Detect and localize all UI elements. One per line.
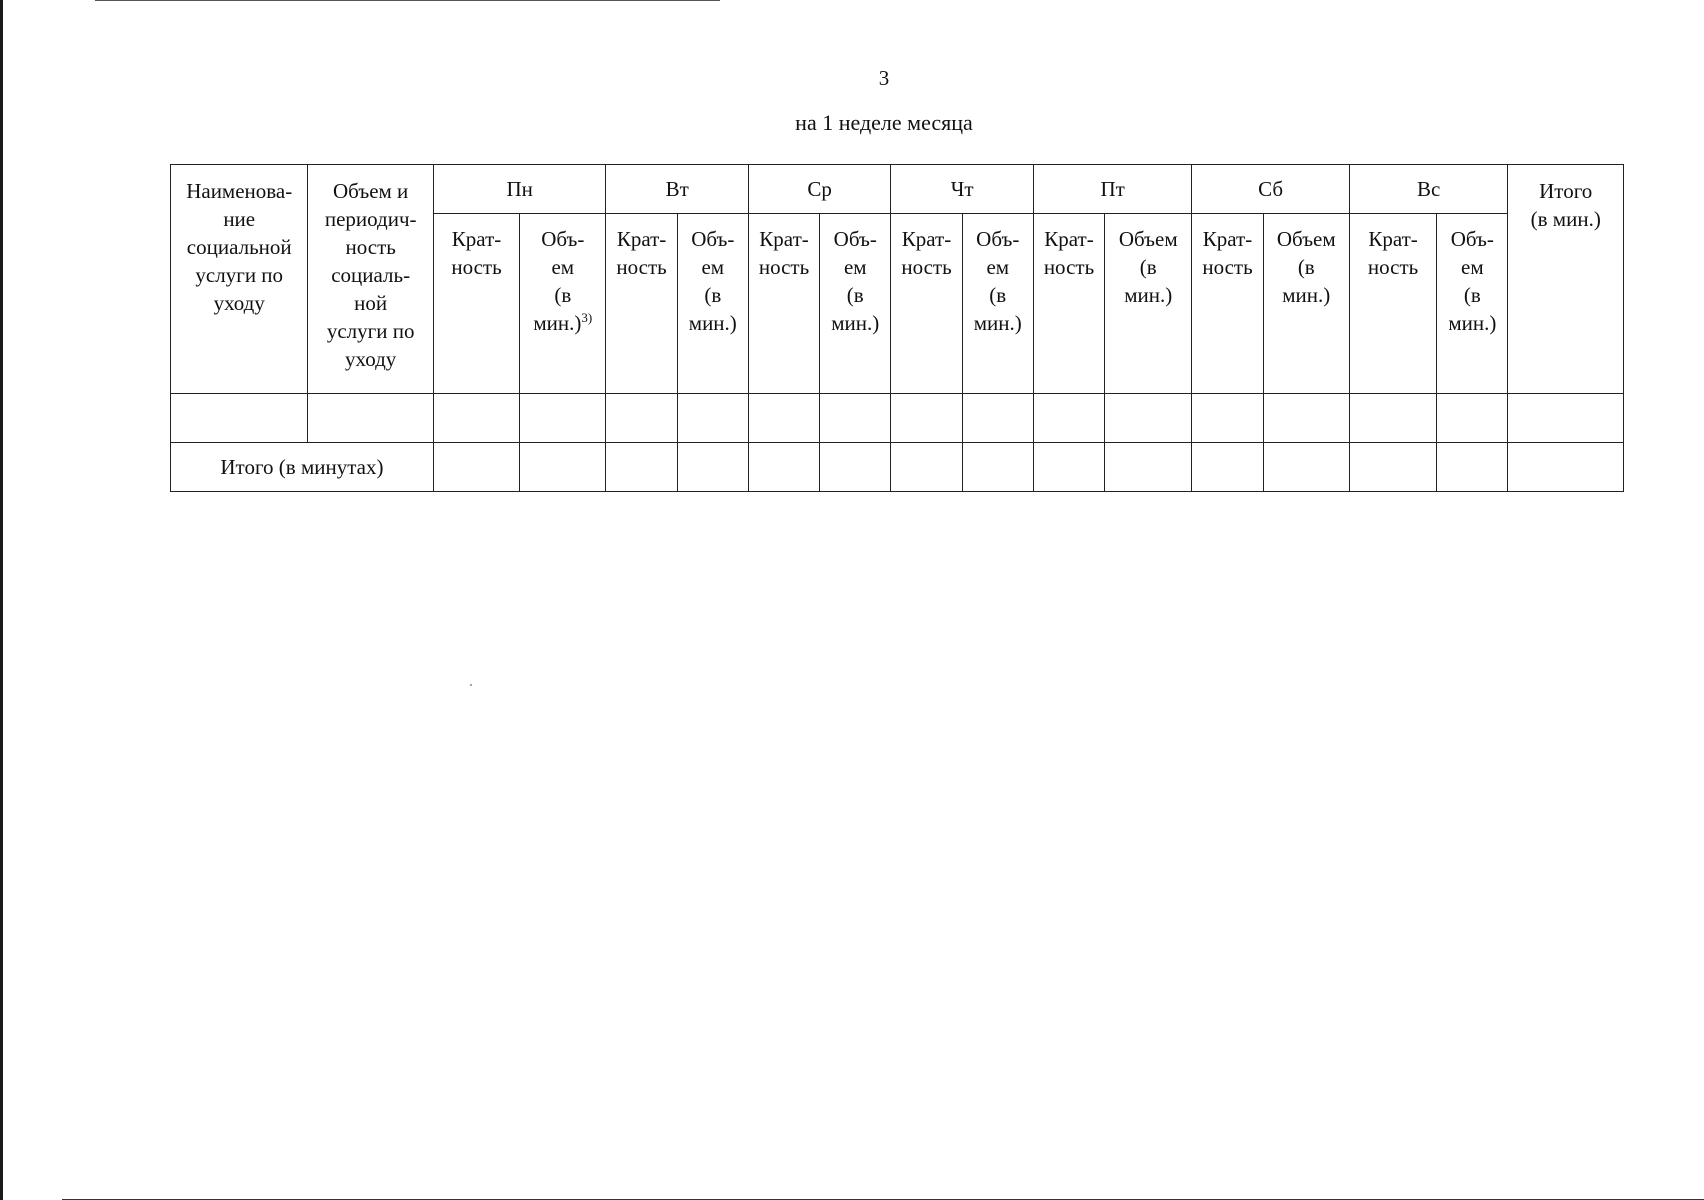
table-cell — [433, 443, 519, 492]
header-mon-volume-text: Объ- ем (в мин.) — [533, 227, 585, 336]
table-row — [171, 394, 1624, 443]
header-day-fri: Пт — [1033, 165, 1192, 214]
header-day-wed: Ср — [748, 165, 890, 214]
table-cell — [1508, 443, 1624, 492]
table-cell — [433, 394, 519, 443]
header-row-days — [171, 165, 1624, 214]
scan-left-edge — [0, 0, 3, 1200]
table-cell — [677, 443, 748, 492]
table-cell — [520, 443, 606, 492]
table-cell — [1508, 394, 1624, 443]
table-cell — [520, 394, 606, 443]
table-cell — [1033, 443, 1104, 492]
header-sat-frequency: Крат- ность — [1192, 214, 1263, 394]
header-day-sat: Сб — [1192, 165, 1350, 214]
header-day-mon: Пн — [433, 165, 606, 214]
table-cell — [891, 394, 962, 443]
table-cell — [962, 394, 1033, 443]
header-sun-volume: Объ- ем (в мин.) — [1437, 214, 1508, 394]
footnote-marker: 3) — [581, 310, 593, 326]
table-cell — [677, 394, 748, 443]
table-cell — [1105, 394, 1192, 443]
header-total-minutes: Итого (в мин.) — [1508, 165, 1624, 394]
scan-top-line — [95, 0, 720, 1]
table-cell — [1437, 443, 1508, 492]
header-fri-volume: Объем (в мин.) — [1105, 214, 1192, 394]
table-cell — [1263, 394, 1349, 443]
table-cell — [171, 394, 308, 443]
header-day-thu: Чт — [891, 165, 1033, 214]
header-mon-frequency: Крат- ность — [433, 214, 519, 394]
total-row-label: Итого (в минутах) — [171, 443, 434, 492]
table-cell — [748, 394, 819, 443]
table-cell — [606, 443, 677, 492]
table-cell — [1349, 394, 1436, 443]
header-sun-frequency: Крат- ность — [1349, 214, 1436, 394]
header-tue-frequency: Крат- ность — [606, 214, 677, 394]
table-caption: на 1 неделе месяца — [795, 110, 973, 135]
table-cell — [1192, 394, 1263, 443]
table-cell — [820, 394, 891, 443]
table-cell — [308, 394, 433, 443]
table-cell — [891, 443, 962, 492]
table-cell — [820, 443, 891, 492]
header-wed-volume: Объ- ем (в мин.) — [820, 214, 891, 394]
header-thu-volume: Объ- ем (в мин.) — [962, 214, 1033, 394]
table-cell — [1105, 443, 1192, 492]
header-day-tue: Вт — [606, 165, 748, 214]
header-service-name: Наименова- ние социальной услуги по уходу — [171, 165, 308, 394]
table-cell — [1263, 443, 1349, 492]
scan-speck — [470, 684, 472, 686]
page-number: 3 — [878, 66, 890, 90]
header-mon-volume — [520, 214, 606, 394]
total-row — [171, 443, 1624, 492]
table-cell — [1033, 394, 1104, 443]
header-wed-frequency: Крат- ность — [748, 214, 819, 394]
header-service-volume: Объем и периодич- ность социаль- ной услуги по уходу — [308, 165, 433, 394]
table-cell — [1349, 443, 1436, 492]
header-day-sun: Вс — [1349, 165, 1508, 214]
table-cell — [1192, 443, 1263, 492]
table-cell — [1437, 394, 1508, 443]
table-cell — [748, 443, 819, 492]
weekly-schedule-table — [170, 164, 1624, 492]
header-fri-frequency: Крат- ность — [1033, 214, 1104, 394]
header-thu-frequency: Крат- ность — [891, 214, 962, 394]
header-sat-volume: Объем (в мин.) — [1263, 214, 1349, 394]
table-cell — [606, 394, 677, 443]
header-tue-volume: Объ- ем (в мин.) — [677, 214, 748, 394]
table-cell — [962, 443, 1033, 492]
